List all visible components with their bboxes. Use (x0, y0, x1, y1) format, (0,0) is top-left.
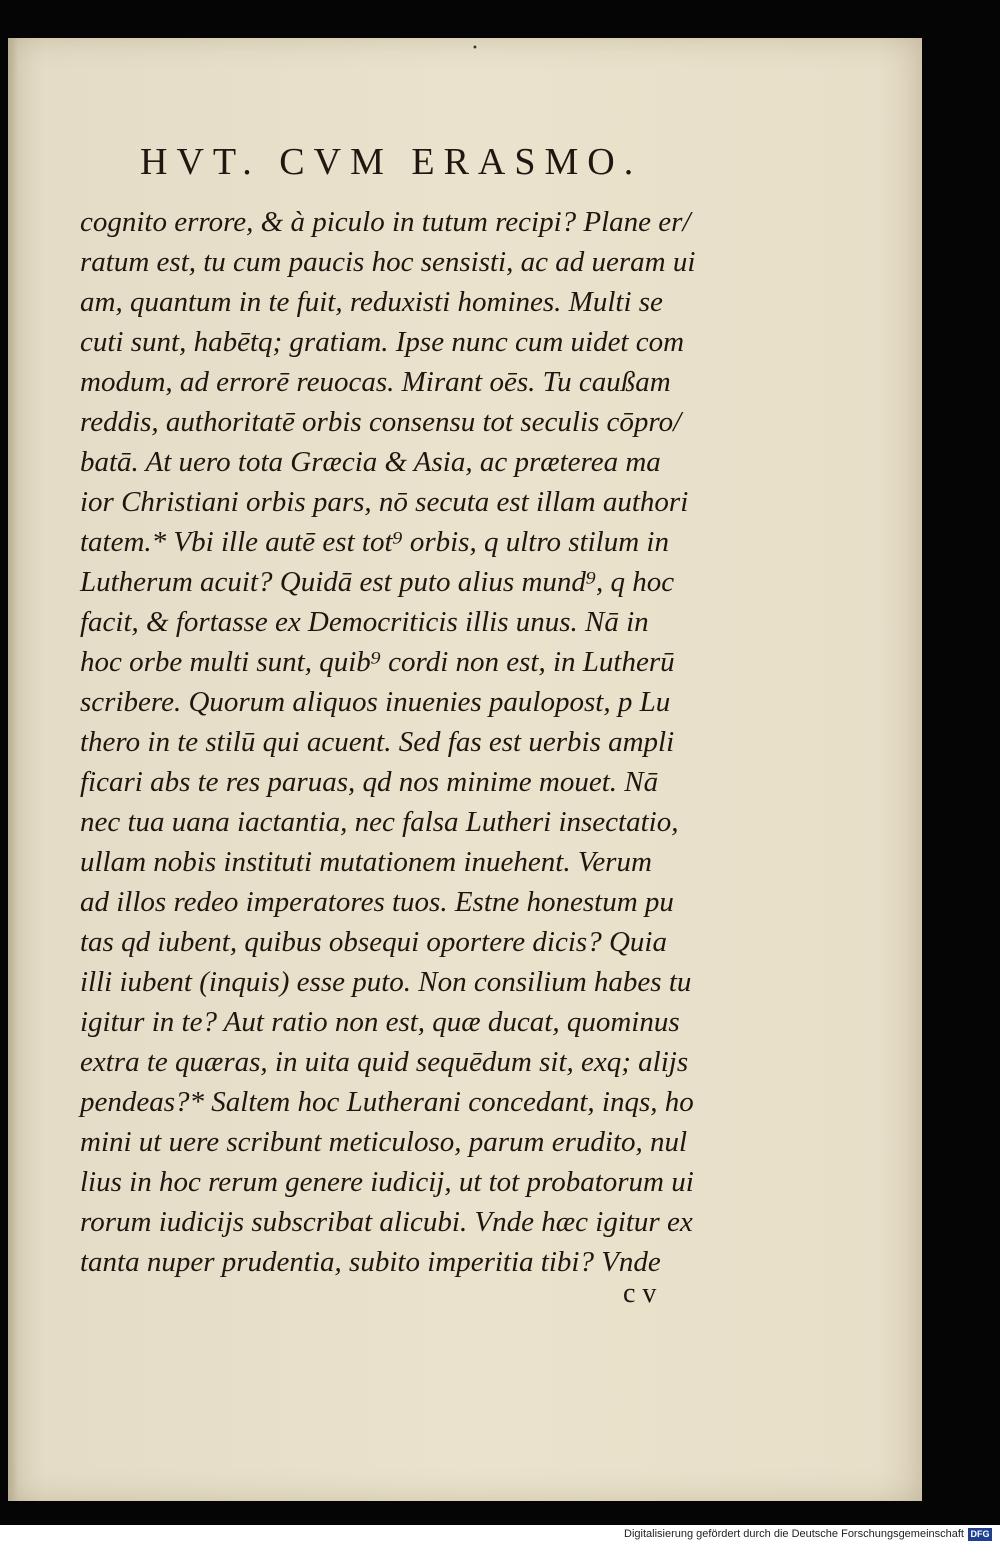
text-line: ratum est, tu cum paucis hoc sensisti, ac ad ueram ui (80, 246, 696, 278)
text-line: scribere. Quorum aliquos inuenies paulopost, p Lu (80, 686, 671, 718)
footer-bar (0, 1525, 1000, 1545)
page-gutter-shadow (8, 38, 18, 1501)
running-headline: HVT. CVM ERASMO. (140, 141, 643, 183)
text-line: modum, ad errorē reuocas. Mirant oēs. Tu caußam (80, 366, 671, 398)
text-line: hoc orbe multi sunt, quib⁹ cordi non est, in Lutherū (80, 646, 675, 678)
text-line: extra te quæras, in uita quid sequēdum sit, exq; alijs (80, 1046, 689, 1078)
text-line: nec tua uana iactantia, nec falsa Lutheri insectatio, (80, 806, 679, 838)
text-line: igitur in te? Aut ratio non est, quæ ducat, quominus (80, 1006, 680, 1038)
text-line: cuti sunt, habētq; gratiam. Ipse nunc cum uidet com (80, 326, 685, 358)
text-line: ficari abs te res paruas, qd nos minime mouet. Nā (80, 766, 659, 798)
funding-credit: Digitalisierung gefördert durch die Deutsche Forschungsgemeinschaft (624, 1528, 964, 1540)
text-line: ad illos redeo imperatores tuos. Estne honestum pu (80, 886, 674, 918)
dfg-logo: DFG (968, 1528, 992, 1541)
text-line: cognito errore, & à piculo in tutum recipi? Plane er/ (80, 206, 691, 238)
text-line: tanta nuper prudentia, subito imperitia tibi? Vnde (80, 1246, 661, 1278)
text-line: ullam nobis instituti mutationem inuehent. Verum (80, 846, 652, 878)
text-line: reddis, authoritatē orbis consensu tot seculis cōpro/ (80, 406, 682, 438)
text-line: rorum iudicijs subscribat alicubi. Vnde hæc igitur ex (80, 1206, 693, 1238)
text-line: lius in hoc rerum genere iudicij, ut tot probatorum ui (80, 1166, 694, 1198)
text-line: batā. At uero tota Græcia & Asia, ac præterea ma (80, 446, 661, 478)
text-line: tas qd iubent, quibus obsequi oportere dicis? Quia (80, 926, 667, 958)
text-line: mini ut uere scribunt meticuloso, parum erudito, nul (80, 1126, 688, 1158)
text-line: ior Christiani orbis pars, nō secuta est illam authori (80, 486, 689, 518)
text-line: facit, & fortasse ex Democriticis illis unus. Nā in (80, 606, 649, 638)
text-line: illi iubent (inquis) esse puto. Non consilium habes tu (80, 966, 692, 998)
body-text (80, 202, 770, 1282)
text-line: tatem.* Vbi ille autē est tot⁹ orbis, q ultro stilum in (80, 526, 669, 558)
text-line: thero in te stilū qui acuent. Sed fas est uerbis ampli (80, 726, 675, 758)
text-line: am, quantum in te fuit, reduxisti homines. Multi se (80, 286, 663, 318)
page-top-mark: • (472, 43, 478, 54)
text-line: pendeas?* Saltem hoc Lutherani concedant, inqs, ho (80, 1086, 694, 1118)
signature-mark: c v (623, 1278, 657, 1309)
text-line: Lutherum acuit? Quidā est puto alius mund⁹, q hoc (80, 566, 675, 598)
